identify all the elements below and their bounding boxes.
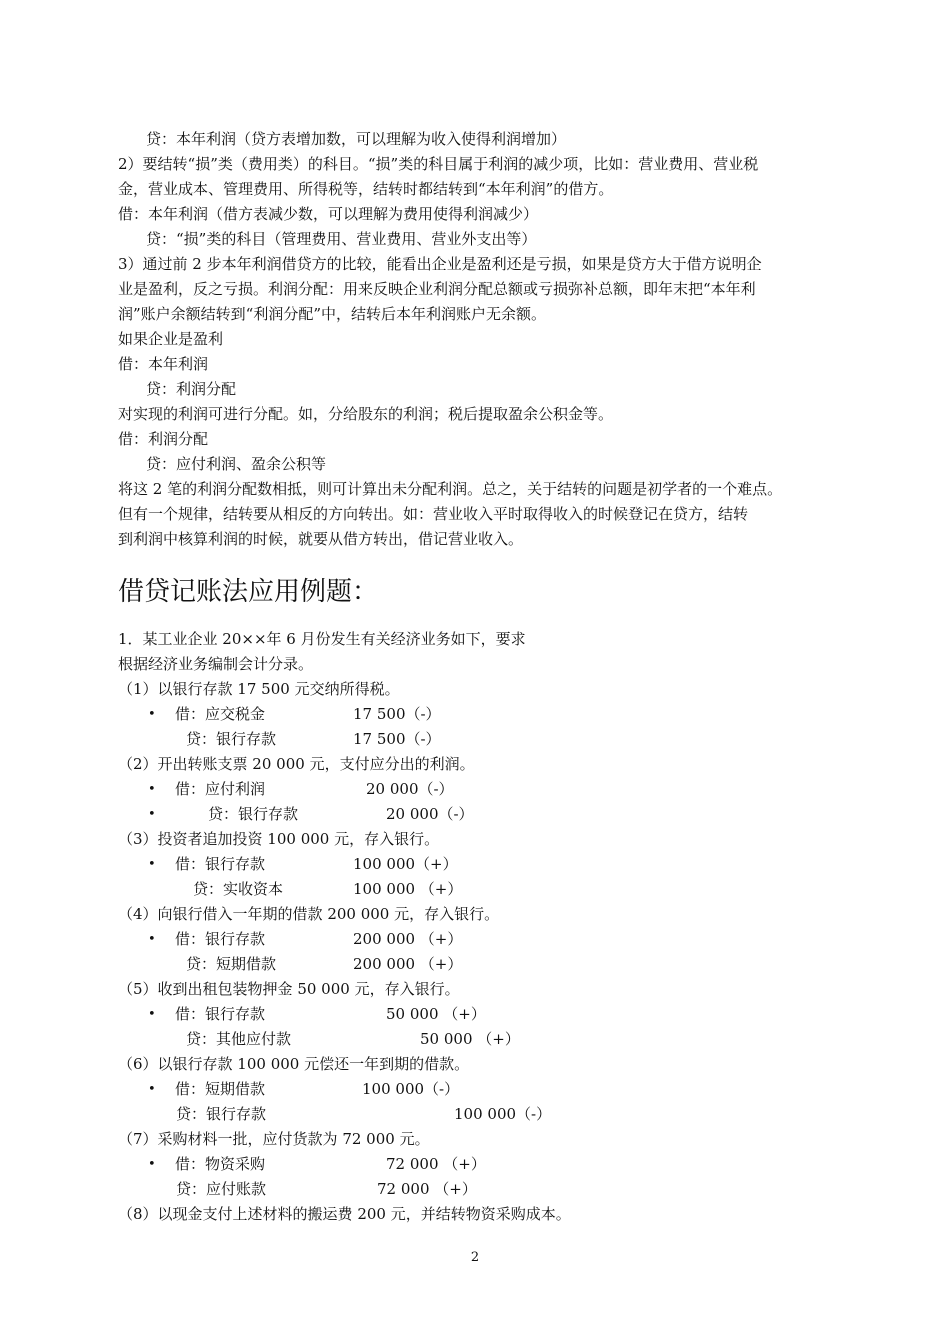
credit-account: 贷：其他应付款 bbox=[186, 1030, 292, 1048]
bullet-icon: • bbox=[148, 1082, 156, 1097]
page-number: 2 bbox=[470, 1250, 480, 1265]
debit-amount: 20 000（-） bbox=[366, 780, 454, 798]
bullet-icon: • bbox=[148, 932, 156, 947]
bullet-icon: • bbox=[148, 857, 156, 872]
credit-account: 贷：银行存款 bbox=[176, 1105, 267, 1123]
paragraph-if-profit: 如果企业是盈利 bbox=[118, 330, 224, 348]
credit-amount: 72 000 （+） bbox=[377, 1180, 477, 1198]
debit-amount: 200 000 （+） bbox=[353, 930, 463, 948]
paragraph-summary-3: 到利润中核算利润的时候，就要从借方转出，借记营业收入。 bbox=[118, 530, 524, 548]
debit-account: 借：银行存款 bbox=[175, 930, 266, 948]
debit-account: 借：物资采购 bbox=[175, 1155, 266, 1173]
transaction-title: （5）收到出租包装物押金 50 000 元，存入银行。 bbox=[118, 980, 460, 998]
credit-amount: 100 000（-） bbox=[454, 1105, 552, 1123]
paragraph-loss-accounts-1: 2）要结转“损”类（费用类）的科目。“损”类的科目属于利润的减少项，比如：营业费用、营业税 bbox=[118, 155, 759, 173]
debit-amount: 17 500（-） bbox=[353, 705, 441, 723]
credit-amount: 100 000 （+） bbox=[353, 880, 463, 898]
paragraph-compare-1: 3）通过前 2 步本年利润借贷方的比较，能看出企业是盈利还是亏损，如果是贷方大于借方说明企 bbox=[118, 255, 762, 273]
bullet-icon: • bbox=[148, 1157, 156, 1172]
paragraph-credit-loss: 贷：“损”类的科目（管理费用、营业费用、营业外支出等） bbox=[146, 230, 537, 248]
transaction-title: （4）向银行借入一年期的借款 200 000 元，存入银行。 bbox=[118, 905, 500, 923]
paragraph-compare-2: 业是盈利，反之亏损。利润分配：用来反映企业利润分配总额或亏损弥补总额，即年末把“本年利 bbox=[118, 280, 756, 298]
paragraph-distribute: 对实现的利润可进行分配。如，分给股东的利润；税后提取盈余公积金等。 bbox=[118, 405, 614, 423]
debit-account: 借：银行存款 bbox=[175, 855, 266, 873]
debit-account: 借：应付利润 bbox=[175, 780, 266, 798]
transaction-title: （7）采购材料一批，应付货款为 72 000 元。 bbox=[118, 1130, 430, 1148]
credit-amount: 17 500（-） bbox=[353, 730, 441, 748]
transaction-title: （8）以现金支付上述材料的搬运费 200 元，并结转物资采购成本。 bbox=[118, 1205, 571, 1223]
transaction-title: （6）以银行存款 100 000 元偿还一年到期的借款。 bbox=[118, 1055, 470, 1073]
section-heading: 借贷记账法应用例题： bbox=[118, 577, 379, 607]
credit-account: 贷：应付账款 bbox=[176, 1180, 267, 1198]
paragraph-loss-accounts-2: 金，营业成本、管理费用、所得税等，结转时都结转到“本年利润”的借方。 bbox=[118, 180, 614, 198]
bullet-icon: • bbox=[148, 782, 156, 797]
credit-amount: 50 000 （+） bbox=[420, 1030, 520, 1048]
paragraph-compare-3: 润”账户余额结转到“利润分配”中，结转后本年利润账户无余额。 bbox=[118, 305, 547, 323]
paragraph-summary-1: 将这 2 笔的利润分配数相抵，则可计算出未分配利润。总之，关于结转的问题是初学者的一个难点。 bbox=[118, 480, 783, 498]
debit-account: 借：短期借款 bbox=[175, 1080, 266, 1098]
debit-amount: 100 000（+） bbox=[353, 855, 458, 873]
entry-debit-distribution: 借：利润分配 bbox=[118, 430, 209, 448]
debit-amount: 100 000（-） bbox=[362, 1080, 460, 1098]
debit-account: 借：银行存款 bbox=[175, 1005, 266, 1023]
transaction-title: （3）投资者追加投资 100 000 元，存入银行。 bbox=[118, 830, 440, 848]
entry-debit-profit: 借：本年利润 bbox=[118, 355, 209, 373]
bullet-icon: • bbox=[148, 1007, 156, 1022]
example-intro-1: 1．某工业企业 20××年 6 月份发生有关经济业务如下，要求 bbox=[118, 630, 526, 648]
debit-account: 借：应交税金 bbox=[175, 705, 266, 723]
credit-account: 贷：银行存款 bbox=[208, 805, 299, 823]
credit-account: 贷：短期借款 bbox=[186, 955, 277, 973]
transaction-title: （2）开出转账支票 20 000 元，支付应分出的利润。 bbox=[118, 755, 475, 773]
entry-credit-payable: 贷：应付利润、盈余公积等 bbox=[146, 455, 327, 473]
bullet-icon: • bbox=[148, 807, 156, 822]
paragraph-summary-2: 但有一个规律，结转要从相反的方向转出。如：营业收入平时取得收入的时候登记在贷方，结转 bbox=[118, 505, 749, 523]
credit-account: 贷：实收资本 bbox=[193, 880, 284, 898]
transaction-title: （1）以银行存款 17 500 元交纳所得税。 bbox=[118, 680, 400, 698]
credit-account: 贷：银行存款 bbox=[186, 730, 277, 748]
credit-amount: 20 000（-） bbox=[386, 805, 474, 823]
paragraph-credit-profit: 贷：本年利润（贷方表增加数，可以理解为收入使得利润增加） bbox=[146, 130, 567, 148]
credit-amount: 200 000 （+） bbox=[353, 955, 463, 973]
entry-credit-distribution: 贷：利润分配 bbox=[146, 380, 237, 398]
debit-amount: 50 000 （+） bbox=[386, 1005, 486, 1023]
paragraph-debit-profit: 借：本年利润（借方表减少数，可以理解为费用使得利润减少） bbox=[118, 205, 539, 223]
debit-amount: 72 000 （+） bbox=[386, 1155, 486, 1173]
example-intro-2: 根据经济业务编制会计分录。 bbox=[118, 655, 314, 673]
bullet-icon: • bbox=[148, 707, 156, 722]
